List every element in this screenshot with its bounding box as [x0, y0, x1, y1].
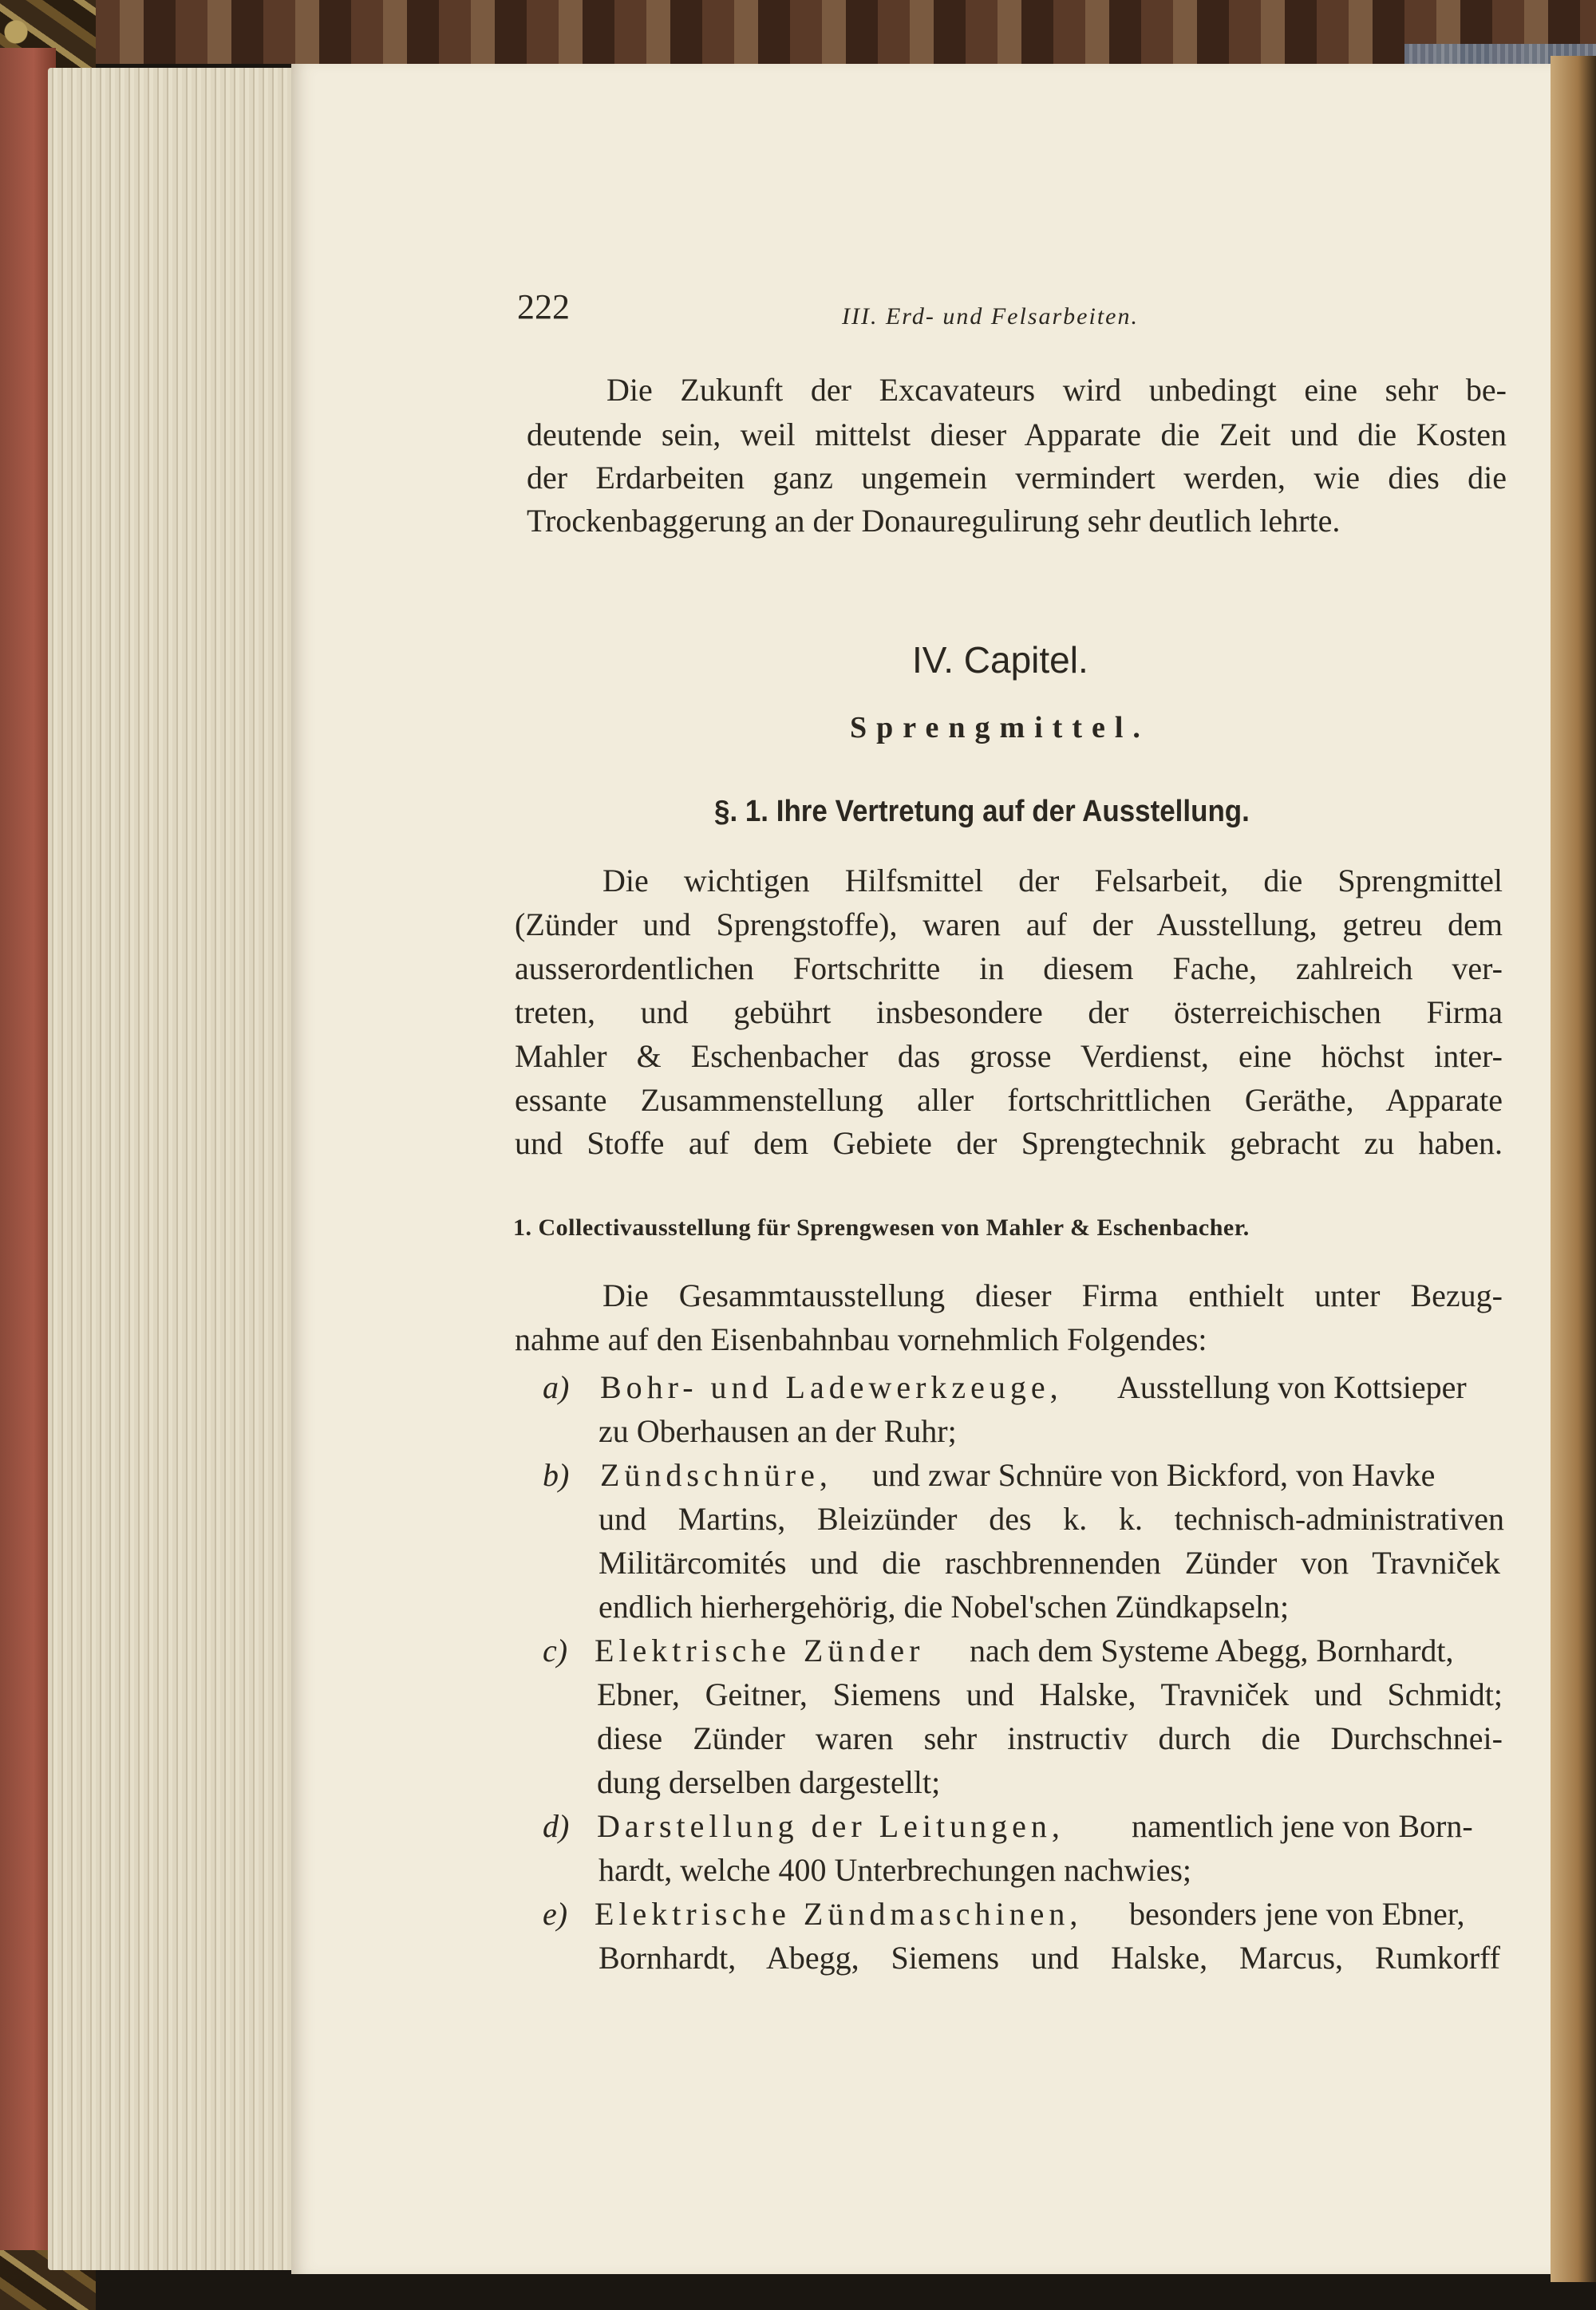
list-text-b-1: und zwar Schnüre von Bickford, von Havke: [872, 1457, 1436, 1493]
list-text-d-1: namentlich jene von Born-: [1132, 1808, 1473, 1844]
section-heading: §. 1. Ihre Vertretung auf der Ausstellung.: [714, 795, 1250, 828]
section-line-1: Die wichtigen Hilfsmittel der Felsarbeit, die Sprengmittel: [602, 863, 1503, 898]
list-letter-a: a): [543, 1369, 570, 1405]
list-text-a-1: Ausstellung von Kottsieper: [1117, 1369, 1467, 1405]
section-line-6: essante Zusammenstellung aller fortschrittlichen Geräthe, Apparate: [515, 1082, 1503, 1118]
list-text-c-2: Ebner, Geitner, Siemens und Halske, Travniček und Schmidt;: [597, 1676, 1503, 1712]
list-text-b-4: endlich hierhergehörig, die Nobel'schen Zündkapseln;: [598, 1589, 1290, 1625]
list-text-c-4: dung derselben dargestellt;: [597, 1764, 941, 1800]
intro-line-2: deutende sein, weil mittelst dieser Apparate die Zeit und die Kosten: [527, 417, 1507, 452]
intro-line-4: Trockenbaggerung an der Donauregulirung sehr deutlich lehrte.: [527, 503, 1341, 539]
chapter-title: Sprengmittel.: [850, 711, 1150, 744]
list-text-c-3: diese Zünder waren sehr instructiv durch die Durchschnei-: [597, 1720, 1503, 1756]
list-term-a: Bohr- und Ladewerkzeuge,: [600, 1369, 1063, 1405]
list-letter-b: b): [543, 1457, 570, 1493]
list-text-a-2: zu Oberhausen an der Ruhr;: [598, 1413, 957, 1449]
chapter-heading: IV. Capitel.: [912, 639, 1088, 681]
list-letter-d: d): [543, 1808, 570, 1844]
list-text-c-1: nach dem Systeme Abegg, Bornhardt,: [970, 1633, 1454, 1668]
list-term-b: Zündschnüre,: [600, 1457, 832, 1493]
subsection-line-2: nahme auf den Eisenbahnbau vornehmlich Folgendes:: [515, 1321, 1207, 1357]
intro-line-3: der Erdarbeiten ganz ungemein vermindert werden, wie dies die: [527, 460, 1507, 496]
section-line-3: ausserordentlichen Fortschritte in diesem Fache, zahlreich ver-: [515, 950, 1503, 986]
list-term-e: Elektrische Zündmaschinen,: [595, 1896, 1083, 1932]
list-term-c: Elektrische Zünder: [595, 1633, 925, 1668]
list-letter-c: c): [543, 1633, 568, 1668]
list-text-e-1: besonders jene von Ebner,: [1129, 1896, 1465, 1932]
section-line-5: Mahler & Eschenbacher das grosse Verdienst, eine höchst inter-: [515, 1038, 1503, 1074]
list-text-b-3: Militärcomités und die raschbrennenden Zünder von Travniček: [598, 1545, 1500, 1581]
list-text-b-2: und Martins, Bleizünder des k. k. technisch-administrativen: [598, 1501, 1504, 1537]
section-line-7: und Stoffe auf dem Gebiete der Sprengtechnik gebracht zu haben.: [515, 1125, 1503, 1161]
intro-line-1: Die Zukunft der Excavateurs wird unbedingt eine sehr be-: [606, 372, 1507, 408]
page-number: 222: [517, 287, 570, 326]
list-term-d: Darstellung der Leitungen,: [597, 1808, 1065, 1844]
list-text-e-2: Bornhardt, Abegg, Siemens und Halske, Marcus, Rumkorff: [598, 1940, 1500, 1976]
list-letter-e: e): [543, 1896, 568, 1932]
subsection-line-1: Die Gesammtausstellung dieser Firma enthielt unter Bezug-: [602, 1277, 1503, 1313]
subsection-heading: 1. Collectivausstellung für Sprengwesen von Mahler & Eschenbacher.: [513, 1214, 1250, 1241]
running-head: III. Erd- und Felsarbeiten.: [842, 303, 1139, 330]
section-line-2: (Zünder und Sprengstoffe), waren auf der Ausstellung, getreu dem: [515, 906, 1503, 942]
section-line-4: treten, und gebührt insbesondere der österreichischen Firma: [515, 994, 1503, 1030]
list-text-d-2: hardt, welche 400 Unterbrechungen nachwies;: [598, 1852, 1192, 1888]
